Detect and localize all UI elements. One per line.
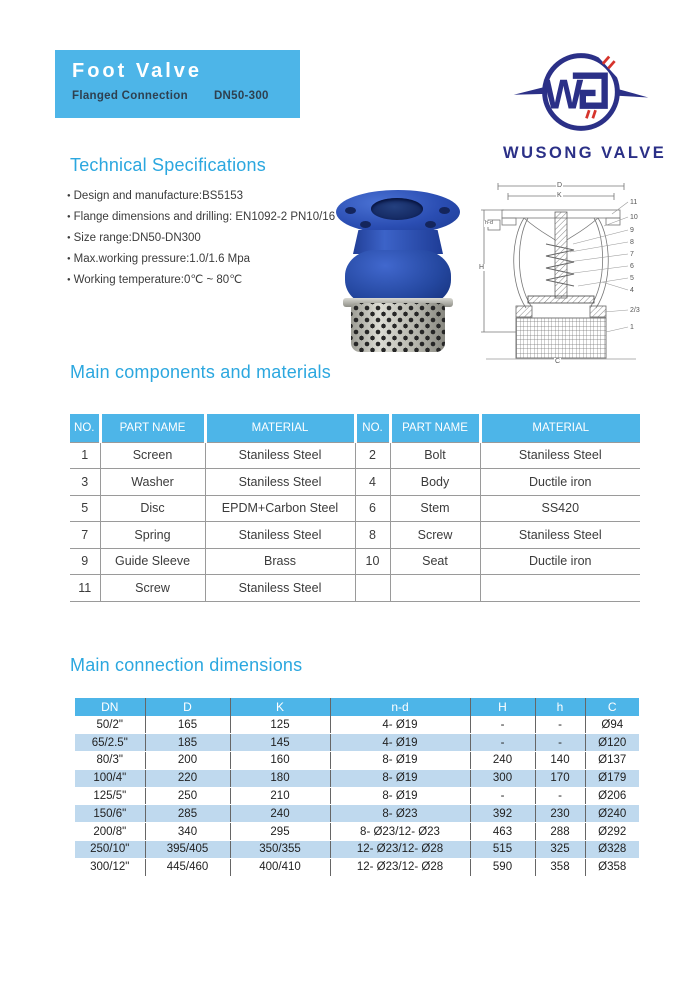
table-cell: SS420 bbox=[480, 495, 640, 522]
table-row bbox=[75, 734, 639, 752]
table-cell: Seat bbox=[390, 548, 480, 575]
table-cell: 445/460 bbox=[145, 858, 230, 876]
table-row bbox=[75, 716, 639, 734]
cross-section-icon bbox=[478, 182, 646, 367]
callout-7: 7 bbox=[630, 251, 634, 258]
table-cell: 240 bbox=[470, 752, 535, 770]
table-row bbox=[75, 752, 639, 770]
column-header: DN bbox=[75, 698, 145, 716]
company-logo bbox=[503, 42, 667, 163]
table-cell: 250 bbox=[145, 787, 230, 805]
table-cell: 590 bbox=[470, 858, 535, 876]
brand-name: WUSONG VALVE bbox=[503, 144, 667, 162]
table-cell: 125/5" bbox=[75, 787, 145, 805]
dim-label-D: D bbox=[557, 182, 563, 189]
table-row bbox=[75, 858, 639, 876]
table-cell: EPDM+Carbon Steel bbox=[205, 495, 355, 522]
valve-photo bbox=[335, 190, 461, 352]
column-header: NO. bbox=[70, 414, 100, 442]
table-cell: 125 bbox=[230, 716, 330, 734]
column-header: n-d bbox=[330, 698, 470, 716]
callout-2-3: 2/3 bbox=[630, 307, 640, 314]
table-cell: 12- Ø23/12- Ø28 bbox=[330, 841, 470, 859]
table-cell: 300 bbox=[470, 769, 535, 787]
column-header: PART NAME bbox=[100, 414, 205, 442]
tech-specs-list bbox=[67, 186, 342, 291]
table-cell: 170 bbox=[535, 769, 585, 787]
table-cell: Screw bbox=[100, 575, 205, 602]
product-title: Foot Valve bbox=[72, 60, 203, 82]
spec-item: ● Flange dimensions and drilling: EN1092-2 PN10/16 bbox=[67, 207, 342, 228]
table-cell bbox=[390, 575, 480, 602]
logo-w-letter: W bbox=[543, 70, 583, 118]
dimensions-table bbox=[75, 698, 639, 877]
table-cell bbox=[355, 575, 390, 602]
table-cell: 295 bbox=[230, 823, 330, 841]
table-cell: - bbox=[535, 787, 585, 805]
table-cell: Screw bbox=[390, 522, 480, 549]
table-cell: Ø179 bbox=[585, 769, 639, 787]
table-cell: - bbox=[470, 734, 535, 752]
table-cell: 200 bbox=[145, 752, 230, 770]
table-cell: Stem bbox=[390, 495, 480, 522]
callout-4: 4 bbox=[630, 287, 634, 294]
table-cell: Staniless Steel bbox=[480, 522, 640, 549]
table-row bbox=[75, 787, 639, 805]
table-row bbox=[70, 575, 640, 602]
table-cell: Ø240 bbox=[585, 805, 639, 823]
table-cell: 392 bbox=[470, 805, 535, 823]
table-cell: Ø328 bbox=[585, 841, 639, 859]
dim-label-C: C bbox=[555, 358, 561, 365]
column-header: K bbox=[230, 698, 330, 716]
table-row bbox=[70, 442, 640, 469]
table-cell: Ø94 bbox=[585, 716, 639, 734]
valve-cross-section-drawing bbox=[478, 182, 646, 367]
table-cell: 340 bbox=[145, 823, 230, 841]
table-cell: 395/405 bbox=[145, 841, 230, 859]
table-cell: 8- Ø23/12- Ø23 bbox=[330, 823, 470, 841]
product-title-box bbox=[55, 50, 300, 118]
connection-type-label: Flanged Connection bbox=[72, 90, 188, 102]
table-cell: 12- Ø23/12- Ø28 bbox=[330, 858, 470, 876]
table-cell: 285 bbox=[145, 805, 230, 823]
dim-label-K: K bbox=[557, 192, 562, 199]
tech-specs-heading: Technical Specifications bbox=[70, 155, 266, 175]
table-cell: 160 bbox=[230, 752, 330, 770]
table-cell: 350/355 bbox=[230, 841, 330, 859]
table-cell: - bbox=[535, 716, 585, 734]
column-header: MATERIAL bbox=[480, 414, 640, 442]
dimensions-table-body bbox=[75, 716, 639, 876]
table-cell: 65/2.5" bbox=[75, 734, 145, 752]
table-cell: 145 bbox=[230, 734, 330, 752]
table-cell: 4- Ø19 bbox=[330, 734, 470, 752]
dim-label-hd: h-d bbox=[485, 220, 493, 226]
table-cell: Staniless Steel bbox=[205, 522, 355, 549]
table-cell: 250/10" bbox=[75, 841, 145, 859]
table-cell: 220 bbox=[145, 769, 230, 787]
table-cell bbox=[480, 575, 640, 602]
table-cell: Screen bbox=[100, 442, 205, 469]
dimensions-heading: Main connection dimensions bbox=[70, 655, 303, 675]
callout-6: 6 bbox=[630, 263, 634, 270]
table-cell: 8- Ø19 bbox=[330, 769, 470, 787]
column-header: C bbox=[585, 698, 639, 716]
table-cell: 6 bbox=[355, 495, 390, 522]
table-cell: 8- Ø19 bbox=[330, 752, 470, 770]
table-cell: 230 bbox=[535, 805, 585, 823]
table-cell: 325 bbox=[535, 841, 585, 859]
table-cell: 180 bbox=[230, 769, 330, 787]
table-row bbox=[70, 469, 640, 496]
callout-10: 10 bbox=[630, 214, 638, 221]
spec-item: ● Working temperature:0℃ ~ 80℃ bbox=[67, 270, 342, 291]
column-header: PART NAME bbox=[390, 414, 480, 442]
dimensions-header-row bbox=[75, 698, 639, 716]
column-header: D bbox=[145, 698, 230, 716]
table-row bbox=[70, 495, 640, 522]
table-cell: 165 bbox=[145, 716, 230, 734]
components-heading: Main components and materials bbox=[70, 362, 331, 382]
table-cell: 2 bbox=[355, 442, 390, 469]
table-cell: Disc bbox=[100, 495, 205, 522]
table-cell: 5 bbox=[70, 495, 100, 522]
spec-item: ● Max.working pressure:1.0/1.6 Mpa bbox=[67, 249, 342, 270]
table-cell: Ø358 bbox=[585, 858, 639, 876]
table-cell: 7 bbox=[70, 522, 100, 549]
table-cell: 8- Ø23 bbox=[330, 805, 470, 823]
table-cell: 300/12" bbox=[75, 858, 145, 876]
table-cell: 515 bbox=[470, 841, 535, 859]
bolt-hole bbox=[345, 207, 356, 214]
table-cell: 100/4" bbox=[75, 769, 145, 787]
bolt-hole bbox=[439, 207, 450, 214]
spec-item: ● Design and manufacture:BS5153 bbox=[67, 186, 342, 207]
table-cell: Ø120 bbox=[585, 734, 639, 752]
table-cell: Body bbox=[390, 469, 480, 496]
bolt-hole bbox=[425, 221, 436, 228]
table-cell: 9 bbox=[70, 548, 100, 575]
table-row bbox=[75, 805, 639, 823]
table-row bbox=[75, 823, 639, 841]
table-cell: Staniless Steel bbox=[480, 442, 640, 469]
bolt-hole bbox=[360, 221, 371, 228]
table-cell: - bbox=[470, 787, 535, 805]
table-cell: Ø137 bbox=[585, 752, 639, 770]
callout-8: 8 bbox=[630, 239, 634, 246]
table-cell: 1 bbox=[70, 442, 100, 469]
table-cell: 80/3" bbox=[75, 752, 145, 770]
components-header-row bbox=[70, 414, 640, 442]
table-cell: 400/410 bbox=[230, 858, 330, 876]
table-cell: - bbox=[535, 734, 585, 752]
column-header: NO. bbox=[355, 414, 390, 442]
column-header: h bbox=[535, 698, 585, 716]
table-cell: Spring bbox=[100, 522, 205, 549]
column-header: H bbox=[470, 698, 535, 716]
table-cell: Bolt bbox=[390, 442, 480, 469]
callout-5: 5 bbox=[630, 275, 634, 282]
flange-bore bbox=[371, 198, 423, 220]
callout-9: 9 bbox=[630, 227, 634, 234]
table-cell: Staniless Steel bbox=[205, 442, 355, 469]
table-cell: 140 bbox=[535, 752, 585, 770]
table-cell: 4 bbox=[355, 469, 390, 496]
table-cell: Ø206 bbox=[585, 787, 639, 805]
spec-item: ● Size range:DN50-DN300 bbox=[67, 228, 342, 249]
table-cell: 8- Ø19 bbox=[330, 787, 470, 805]
product-subtitle bbox=[72, 90, 300, 102]
table-cell: 288 bbox=[535, 823, 585, 841]
table-cell: 11 bbox=[70, 575, 100, 602]
table-row bbox=[70, 522, 640, 549]
table-cell: 4- Ø19 bbox=[330, 716, 470, 734]
table-row bbox=[70, 548, 640, 575]
table-row bbox=[75, 769, 639, 787]
table-cell: Staniless Steel bbox=[205, 575, 355, 602]
table-cell: 463 bbox=[470, 823, 535, 841]
table-cell: 200/8" bbox=[75, 823, 145, 841]
table-cell: Ductile iron bbox=[480, 548, 640, 575]
table-cell: 50/2" bbox=[75, 716, 145, 734]
column-header: MATERIAL bbox=[205, 414, 355, 442]
table-cell: Washer bbox=[100, 469, 205, 496]
table-cell: 10 bbox=[355, 548, 390, 575]
table-cell: 8 bbox=[355, 522, 390, 549]
callout-11: 11 bbox=[630, 199, 638, 206]
components-table bbox=[70, 414, 640, 602]
table-cell: 358 bbox=[535, 858, 585, 876]
size-range-label: DN50-300 bbox=[213, 90, 269, 102]
table-row bbox=[75, 841, 639, 859]
table-cell: 210 bbox=[230, 787, 330, 805]
callout-1: 1 bbox=[630, 324, 634, 331]
table-cell: 240 bbox=[230, 805, 330, 823]
table-cell: Ductile iron bbox=[480, 469, 640, 496]
table-cell: Guide Sleeve bbox=[100, 548, 205, 575]
table-cell: Brass bbox=[205, 548, 355, 575]
table-cell: Ø292 bbox=[585, 823, 639, 841]
table-cell: Staniless Steel bbox=[205, 469, 355, 496]
table-cell: 150/6" bbox=[75, 805, 145, 823]
table-cell: 3 bbox=[70, 469, 100, 496]
table-cell: 185 bbox=[145, 734, 230, 752]
components-table-body bbox=[70, 442, 640, 601]
strainer-screen bbox=[351, 303, 445, 352]
table-cell: - bbox=[470, 716, 535, 734]
dim-label-H: H bbox=[479, 264, 485, 271]
logo-mark-icon bbox=[506, 42, 656, 142]
